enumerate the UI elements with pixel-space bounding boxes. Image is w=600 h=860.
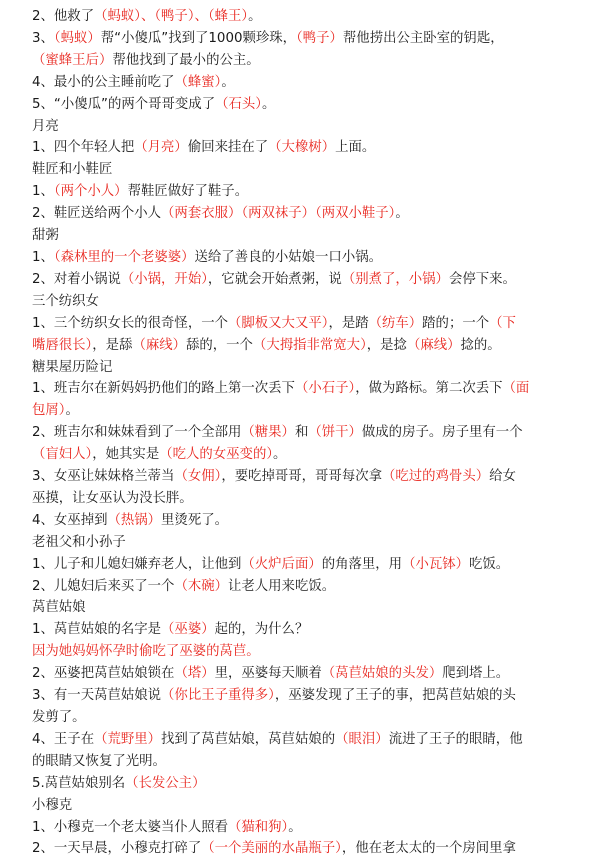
text-line [32, 773, 590, 795]
body-text: 会停下来。 [448, 271, 516, 287]
body-text: ，是踏 [328, 315, 369, 331]
text-line [32, 94, 590, 116]
answer-text: （两个小人） [53, 184, 128, 200]
answer-text: （面 [502, 381, 530, 397]
body-text: 的角落里，用 [321, 556, 403, 572]
text-line [32, 532, 590, 554]
text-line [32, 291, 590, 313]
body-text: 3、 [32, 30, 54, 46]
body-text: 帮鞋匠做好了鞋子。 [127, 184, 249, 200]
body-text: ，是舔 [92, 337, 133, 353]
body-text: 4、王子在 [32, 731, 95, 747]
body-text: 巫摸，让女巫认为没长胖。 [32, 490, 193, 506]
body-text: 找到了莴苣姑娘，莴苣姑娘的 [161, 731, 336, 747]
answer-text: （盲妇人） [32, 447, 93, 463]
answer-text: （热锅） [107, 512, 162, 528]
body-text: 鞋匠和小鞋匠 [32, 162, 113, 178]
text-line [32, 400, 590, 422]
answer-text: （糖果） [241, 425, 295, 441]
text-line [32, 576, 590, 598]
text-line [32, 72, 590, 94]
body-text: 1、儿子和儿媳妇嫌弃老人，让他到 [32, 556, 242, 572]
body-text: 2、儿媳妇后来买了一个 [32, 578, 175, 594]
body-text: 5.莴苣姑娘别名 [32, 775, 126, 791]
body-text: 三个纺织女 [32, 293, 99, 309]
body-text: ，它就会开始煮粥，说 [207, 271, 342, 287]
body-text: 3、有一天莴苣姑娘说 [32, 688, 162, 704]
text-line [32, 444, 590, 466]
answer-text: （你比王子重得多） [161, 688, 275, 704]
body-text: 偷回来挂在了 [187, 140, 269, 156]
answer-text: （蜂蜜） [174, 74, 222, 90]
body-text: 爬到塔上。 [442, 666, 510, 682]
answer-text: （荒野里） [94, 731, 162, 747]
body-text: 。 [395, 206, 409, 222]
answer-text: （一个美丽的水晶瓶子） [201, 841, 342, 857]
text-line [32, 313, 590, 335]
body-text: 帮他捞出公主卧室的钥匙， [342, 30, 504, 46]
body-text: 1、三个纺织女长的很奇怪，一个 [32, 315, 228, 331]
text-line [32, 203, 590, 225]
answer-text: （两套衣服）（两双袜子）（两双小鞋子） [161, 206, 396, 222]
body-text: ，是捻 [366, 337, 407, 353]
answer-text: （月亮） [134, 140, 188, 156]
body-text: 2、对着小锅说 [32, 271, 121, 287]
body-text: ，巫婆发现了王子的事，把莴苣姑娘的头 [274, 688, 516, 704]
body-text: 里，巫婆每天顺着 [214, 666, 322, 682]
text-line [32, 181, 590, 203]
text-line [32, 378, 590, 400]
text-line [32, 838, 590, 860]
body-text: 送给了善良的小姑娘一口小锅。 [194, 249, 382, 265]
body-text: 。 [261, 96, 276, 112]
answer-text: （吃过的鸡骨头） [382, 469, 490, 485]
body-text: 1、小穆克一个老太婆当仆人照看 [32, 819, 228, 835]
body-text: 2、一天早晨，小穆克打碎了 [32, 841, 202, 857]
text-line [32, 269, 590, 291]
body-text: 3、女巫让妹妹格兰蒂当 [32, 469, 175, 485]
body-text: 给女 [489, 469, 516, 485]
body-text: ，他在老太太的一个房间里拿 [341, 841, 516, 857]
body-text: 2、鞋匠送给两个小人 [32, 206, 162, 222]
body-text: 帮他找到了最小的公主。 [112, 52, 260, 68]
body-text: 踏的；一个 [422, 315, 490, 331]
body-text: 舔的，一个 [186, 337, 253, 353]
body-text: 上面。 [335, 140, 376, 156]
body-text: 5、“小傻瓜”的两个哥哥变成了 [32, 96, 216, 112]
text-line [32, 488, 590, 510]
answer-text: （火炉后面） [241, 556, 322, 572]
answer-text: （蚂蚁） [53, 30, 101, 46]
body-text: 月亮 [32, 118, 59, 134]
answer-text: （莴苣姑娘的头发） [321, 666, 443, 682]
text-line [32, 247, 590, 269]
text-line [32, 707, 590, 729]
body-text: 帮“小傻瓜”找到了1000颗珍珠， [100, 30, 297, 46]
answer-text: （饼干） [308, 425, 362, 441]
body-text: 1、 [32, 249, 54, 265]
body-text: ，她其实是 [92, 447, 160, 463]
answer-text: 因为她妈妈怀孕时偷吃了巫婆的莴苣。 [32, 644, 260, 660]
body-text: 。 [248, 9, 262, 24]
text-line [32, 597, 590, 619]
body-text: 4、女巫掉到 [32, 512, 108, 528]
text-line [32, 619, 590, 641]
text-line [32, 795, 590, 817]
body-text: 糖果屋历险记 [32, 359, 113, 375]
text-line [32, 357, 590, 379]
answer-text: （小锅，开始） [120, 271, 208, 287]
answer-text: （小瓦钵） [402, 556, 470, 572]
text-line [32, 28, 590, 50]
text-line [32, 159, 590, 181]
answer-text: （长发公主） [125, 775, 206, 791]
body-text: 老祖父和小孙子 [32, 534, 126, 550]
answer-text: 嘴唇很长） [32, 337, 93, 353]
body-text: 。 [288, 819, 302, 835]
answer-text: （麻线） [406, 337, 461, 353]
body-text: 1、班吉尔在新妈妈扔他们的路上第一次丢下 [32, 381, 295, 397]
text-line [32, 50, 590, 72]
text-line [32, 335, 590, 357]
answer-text: （别煮了，小锅） [341, 271, 449, 287]
text-line [32, 6, 590, 28]
body-text: 和 [294, 425, 309, 441]
answer-text: （鸭子） [296, 30, 343, 46]
body-text: 起的，为什么？ [214, 622, 309, 638]
body-text: 。 [221, 74, 235, 90]
text-line [32, 554, 590, 576]
text-line [32, 116, 590, 138]
answer-text: （木碗） [174, 578, 228, 594]
body-text: 发剪了。 [32, 710, 86, 725]
body-text: 4、最小的公主睡前吃了 [32, 74, 175, 90]
body-text: 1、 [32, 184, 54, 200]
body-text: 莴苣姑娘 [32, 600, 86, 616]
body-text: 吃饭。 [469, 556, 510, 572]
answer-text: （小石子） [294, 381, 356, 397]
text-line [32, 685, 590, 707]
text-line [32, 137, 590, 159]
body-text: 1、莴苣姑娘的名字是 [32, 622, 162, 638]
text-line [32, 510, 590, 532]
answer-text: （麻线） [132, 337, 186, 353]
answer-text: （大拇指非常宽大） [252, 337, 367, 353]
answer-text: （猫和狗） [228, 819, 289, 835]
body-text: 流进了王子的眼睛，他 [388, 731, 523, 747]
answer-text: （石头） [215, 96, 262, 112]
answer-text: （蚂蚁）、（鸭子）、（蜂王） [94, 9, 249, 24]
body-text: 捻的。 [460, 337, 501, 353]
answer-text: （森林里的一个老婆婆） [53, 249, 195, 265]
body-text: 2、班吉尔和妹妹看到了一个全部用 [32, 425, 242, 441]
answer-text: （下 [489, 315, 516, 331]
answer-text: （吃人的女巫变的） [159, 447, 274, 463]
text-line [32, 751, 590, 773]
body-text: 1、四个年轻人把 [32, 140, 135, 156]
answer-text: （纺车） [368, 315, 423, 331]
body-text: 。 [65, 403, 79, 419]
body-text: ，做为路标。第二次丢下 [355, 381, 503, 397]
text-line [32, 729, 590, 751]
answer-text: （脚板又大又平） [228, 315, 329, 331]
answer-text: 包屑） [32, 403, 66, 419]
answer-text: （蜜蜂王后） [32, 52, 113, 68]
text-line [32, 817, 590, 839]
body-text: 里烫死了。 [161, 512, 228, 528]
body-text: 2、巫婆把莴苣姑娘锁在 [32, 666, 175, 682]
body-text: 2、他救了 [32, 9, 95, 24]
answer-text: （塔） [174, 666, 215, 682]
body-text: 小穆克 [32, 797, 73, 813]
body-text: 让老人用来吃饭。 [228, 578, 336, 594]
body-text: 甜粥 [32, 228, 59, 244]
text-line [32, 641, 590, 663]
body-text: 做成的房子。房子里有一个 [361, 425, 523, 441]
answer-text: （大橡树） [268, 140, 336, 156]
answer-text: （眼泪） [335, 731, 389, 747]
answer-text: （巫婆） [161, 622, 215, 638]
answer-text: （女佣） [174, 469, 222, 485]
text-line [32, 466, 590, 488]
body-text: 。 [273, 447, 287, 463]
text-line [32, 422, 590, 444]
body-text: ，要吃掉哥哥，哥哥每次拿 [221, 469, 382, 485]
body-text: 的眼睛又恢复了光明。 [32, 753, 166, 769]
text-line [32, 663, 590, 685]
text-line [32, 225, 590, 247]
